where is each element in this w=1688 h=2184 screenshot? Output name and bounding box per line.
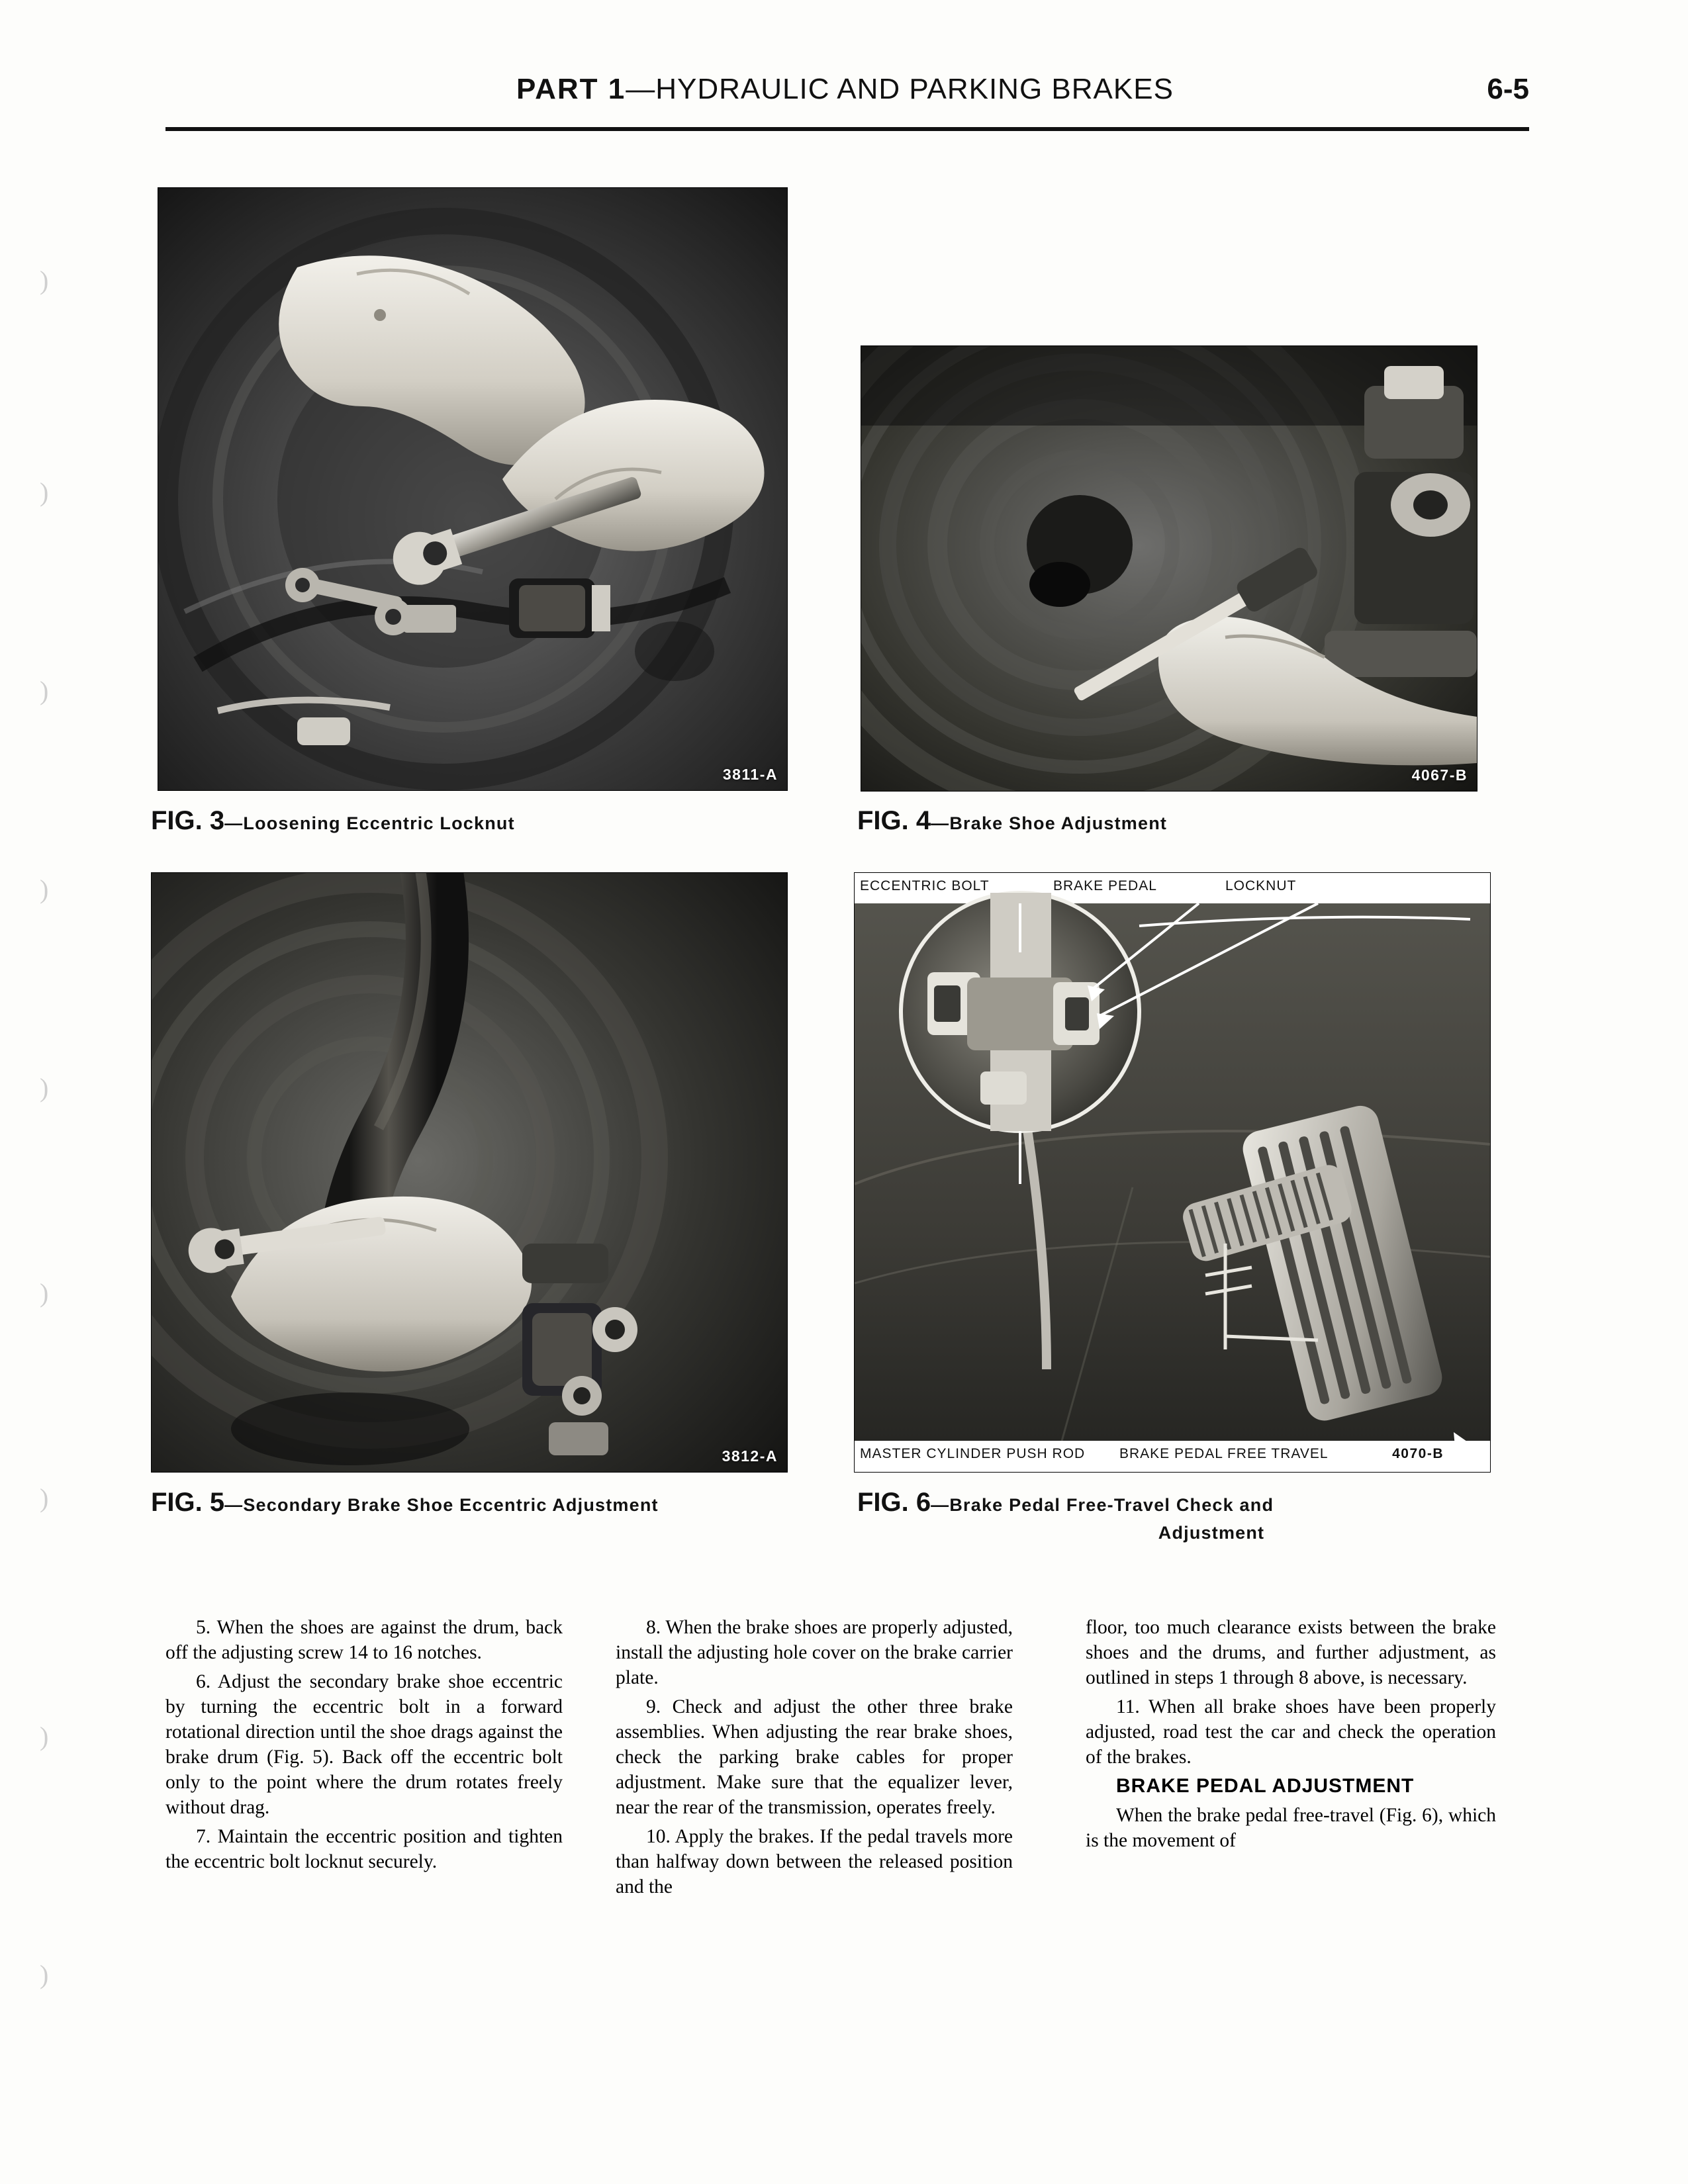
figure-4-number: FIG. 4 <box>857 806 931 835</box>
figure-5-number: FIG. 5 <box>151 1488 225 1517</box>
figure-3-image <box>158 188 787 790</box>
page-title <box>516 73 1174 106</box>
figure-6-number: FIG. 6 <box>857 1488 931 1517</box>
figure-4-image <box>861 346 1477 791</box>
figure-6-photo <box>854 872 1491 1473</box>
figure-5-image <box>152 873 787 1472</box>
paragraph-6: 6. Adjust the secondary brake shoe eccentric by turning the eccentric bolt in a forward rotational direction until the shoe drags against the brake drum (Fig. 5). Back off the eccentric bolt only to the point where the drum rotates freely without drag. <box>165 1671 563 1818</box>
margin-mark: ) <box>40 874 49 904</box>
paragraph-5: 5. When the shoes are against the drum, back off the adjusting screw 14 to 16 notches. <box>165 1617 563 1663</box>
header-title-rest: —HYDRAULIC AND PARKING BRAKES <box>626 73 1174 105</box>
figure-6-code: 4070-B <box>1392 1446 1444 1461</box>
margin-mark: ) <box>40 1073 49 1103</box>
figure-4-photo <box>861 345 1477 792</box>
page-header <box>165 73 1529 126</box>
margin-mark: ) <box>40 1721 49 1751</box>
paragraph-7: 7. Maintain the eccentric position and tighten the eccentric bolt locknut securely. <box>165 1826 563 1872</box>
figure-4-caption-text: —Brake Shoe Adjustment <box>931 813 1168 833</box>
paragraph-10: 10. Apply the brakes. If the pedal travels more than halfway down between the released position and the <box>616 1826 1013 1897</box>
figure-6-bottom-callouts <box>855 1446 1490 1473</box>
margin-mark: ) <box>40 1960 49 1989</box>
figure-6-caption-text: —Brake Pedal Free-Travel Check and <box>931 1495 1274 1515</box>
callout-locknut: LOCKNUT <box>1225 878 1297 893</box>
callout-brake-pedal: BRAKE PEDAL <box>1053 878 1157 893</box>
margin-mark: ) <box>40 1278 49 1308</box>
body-column-3 <box>1086 1615 1496 1857</box>
margin-mark: ) <box>40 477 49 507</box>
figure-5-caption-text: —Secondary Brake Shoe Eccentric Adjustment <box>224 1495 659 1515</box>
body-column-2 <box>616 1615 1013 1903</box>
callout-eccentric-bolt: ECCENTRIC BOLT <box>860 878 990 893</box>
paragraph-8: 8. When the brake shoes are properly adjusted, install the adjusting hole cover on the brake carrier plate. <box>616 1617 1013 1688</box>
paragraph-9: 9. Check and adjust the other three brake assemblies. When adjusting the rear brake shoes, check the parking brake cables for proper adjustment. Make sure that the equalizer lever, near the rear of the transmission, operates freely. <box>616 1696 1013 1818</box>
figure-4-code: 4067-B <box>1411 766 1468 784</box>
figure-3-photo <box>158 187 788 791</box>
figure-4-caption <box>857 806 1167 836</box>
header-divider <box>165 127 1529 131</box>
figure-5-photo <box>151 872 788 1473</box>
margin-mark: ) <box>40 1483 49 1513</box>
figure-3-number: FIG. 3 <box>151 806 225 835</box>
margin-mark: ) <box>40 265 49 295</box>
figure-3-caption-text: —Loosening Eccentric Locknut <box>224 813 515 833</box>
margin-mark: ) <box>40 676 49 705</box>
figure-5-caption <box>151 1488 659 1518</box>
page-number: 6-5 <box>1487 73 1529 105</box>
figure-3-code: 3811-A <box>722 766 778 783</box>
figure-6-caption <box>857 1488 1479 1543</box>
body-column-1 <box>165 1615 563 1878</box>
paragraph-10-cont: floor, too much clearance exists between the brake shoes and the drums, and further adjustment, as outlined in steps 1 through 8 above, is necessary. <box>1086 1617 1496 1688</box>
figure-5-code: 3812-A <box>722 1447 778 1465</box>
figure-6-caption-text-2: Adjustment <box>1158 1523 1265 1543</box>
callout-master-cylinder-push-rod: MASTER CYLINDER PUSH ROD <box>860 1446 1086 1461</box>
figure-6-image <box>855 873 1490 1472</box>
paragraph-11: 11. When all brake shoes have been properly adjusted, road test the car and check the operation of the brakes. <box>1086 1696 1496 1768</box>
callout-brake-pedal-free-travel: BRAKE PEDAL FREE TRAVEL <box>1119 1446 1329 1461</box>
section-subheading: BRAKE PEDAL ADJUSTMENT <box>1116 1775 1415 1797</box>
paragraph-brake-pedal-adjustment: When the brake pedal free-travel (Fig. 6), which is the movement of <box>1086 1805 1496 1851</box>
header-part-label: PART 1 <box>516 73 626 105</box>
figure-3-caption <box>151 806 515 836</box>
